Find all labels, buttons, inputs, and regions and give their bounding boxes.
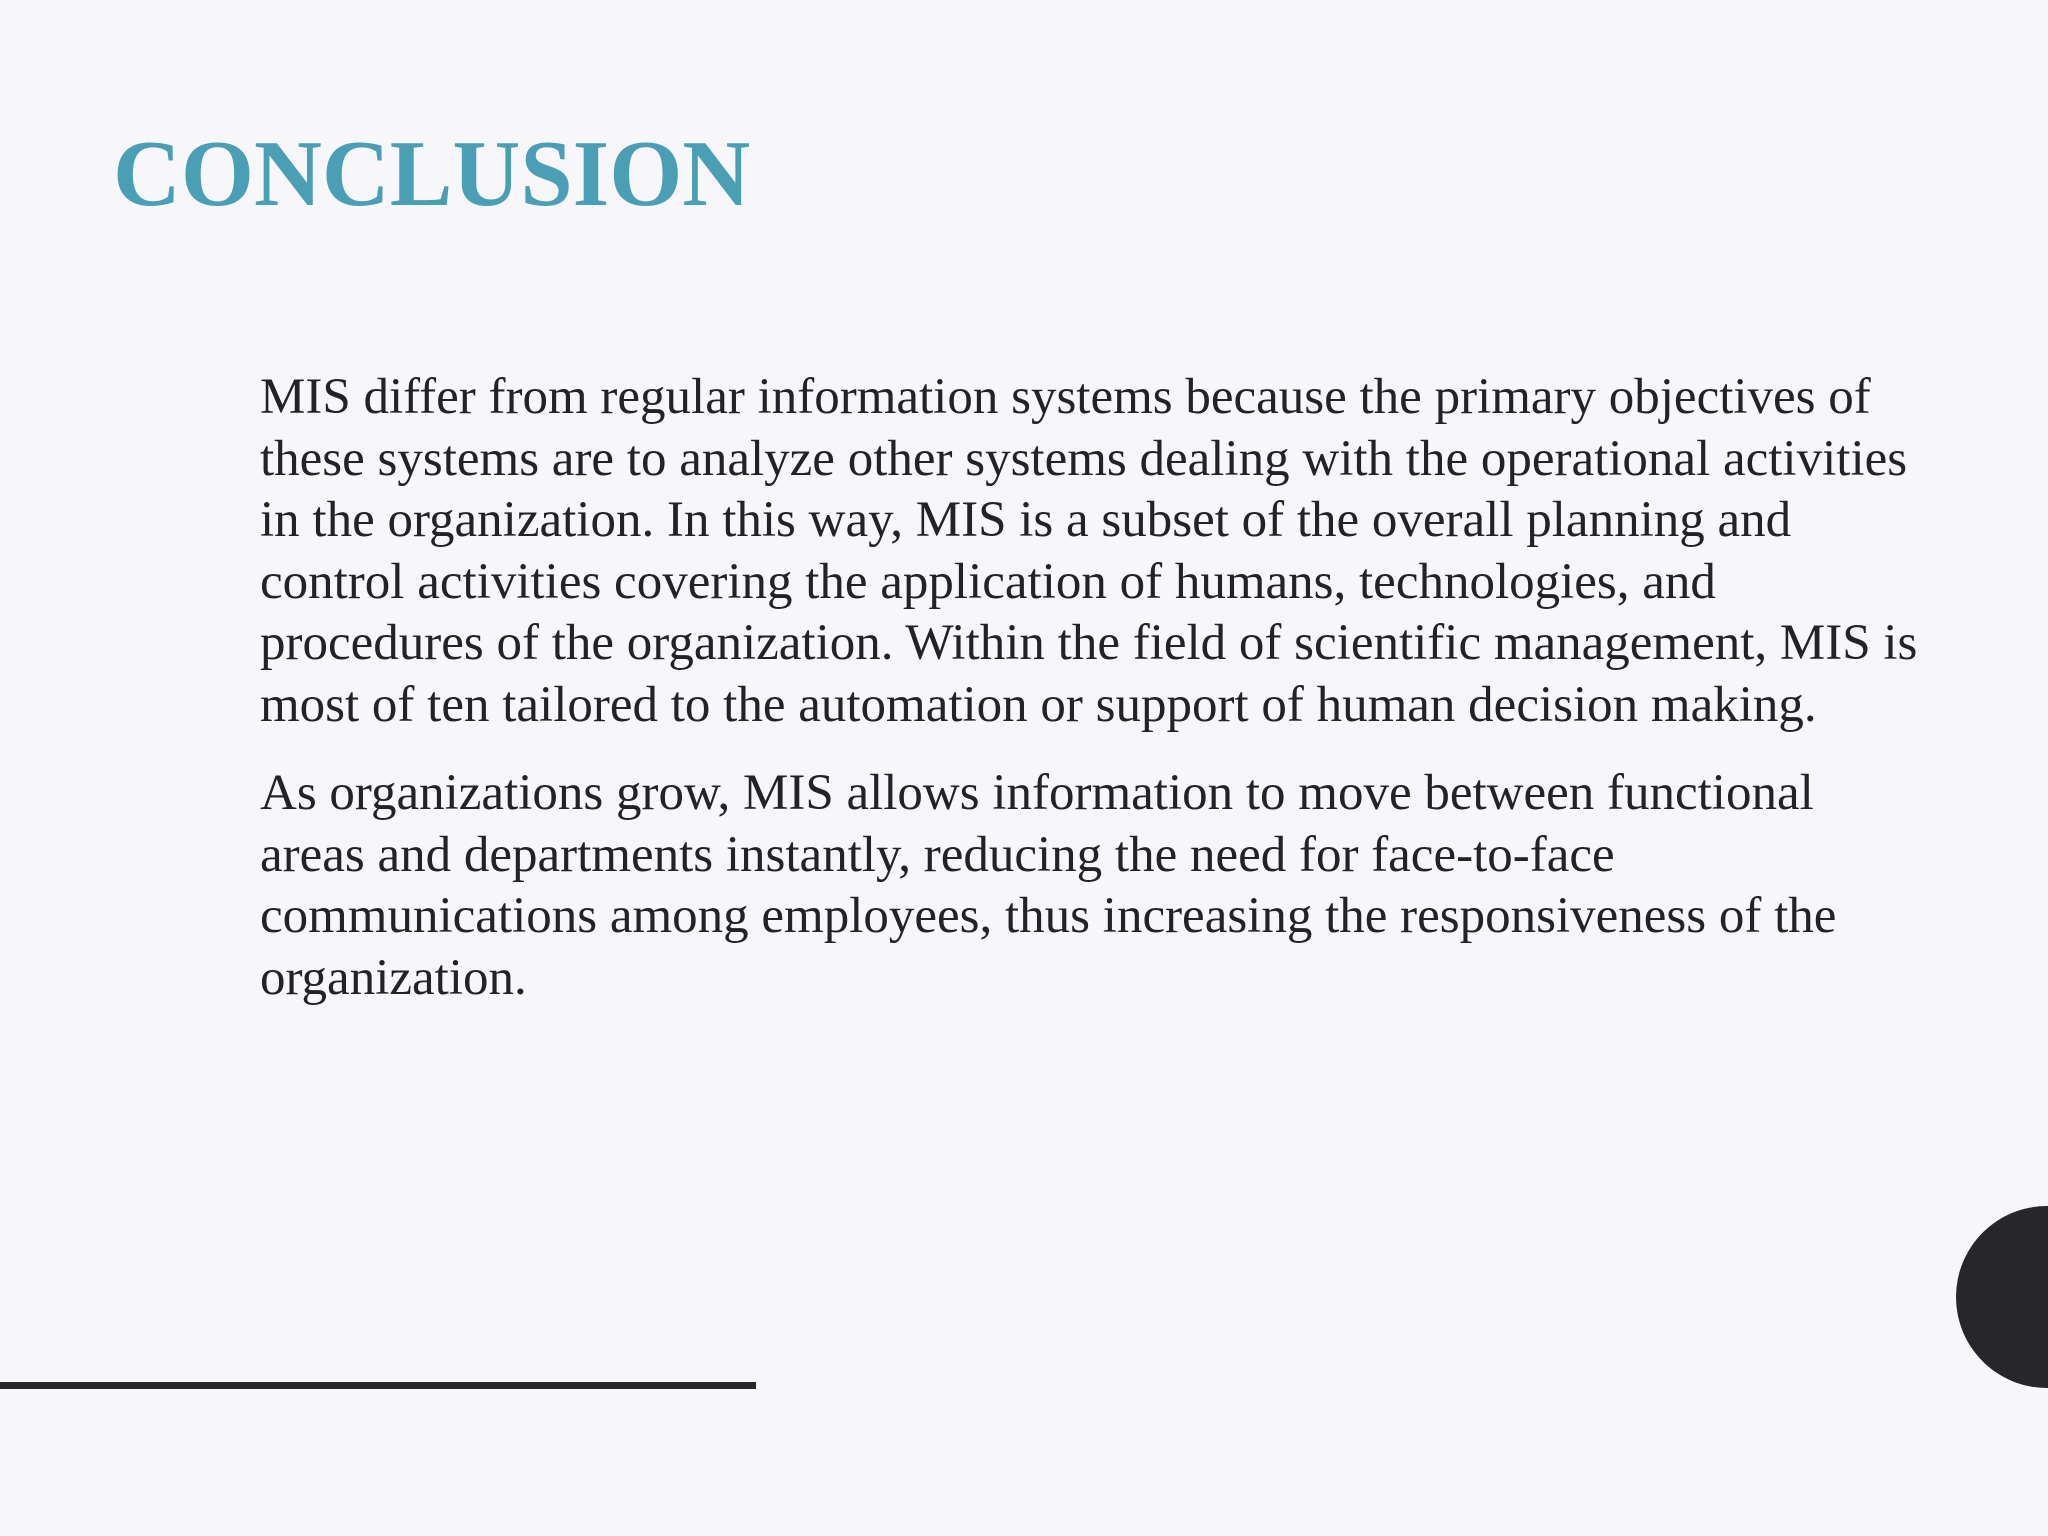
paragraph-2: As organizations grow, MIS allows information to move between functional areas and departments instantly, reducing the need for face-to-face communications among employees, thus increasing the responsiveness of the organization. [260, 765, 1837, 1006]
slide-body [260, 367, 1930, 1009]
decorative-circle [1956, 1206, 2048, 1388]
slide-title: CONCLUSION [113, 122, 751, 226]
paragraph-1: MIS differ from regular information systems because the primary objectives of these systems are to analyze other systems dealing with the operational activities in the organization. In this way, MIS is a subset of the overall planning and control activities covering the application of humans, technologies, and procedures of the organization. Within the field of scientific management, MIS is most of ten tailored to the automation or support of human decision making. [260, 369, 1918, 733]
decorative-divider-line [0, 1382, 756, 1389]
